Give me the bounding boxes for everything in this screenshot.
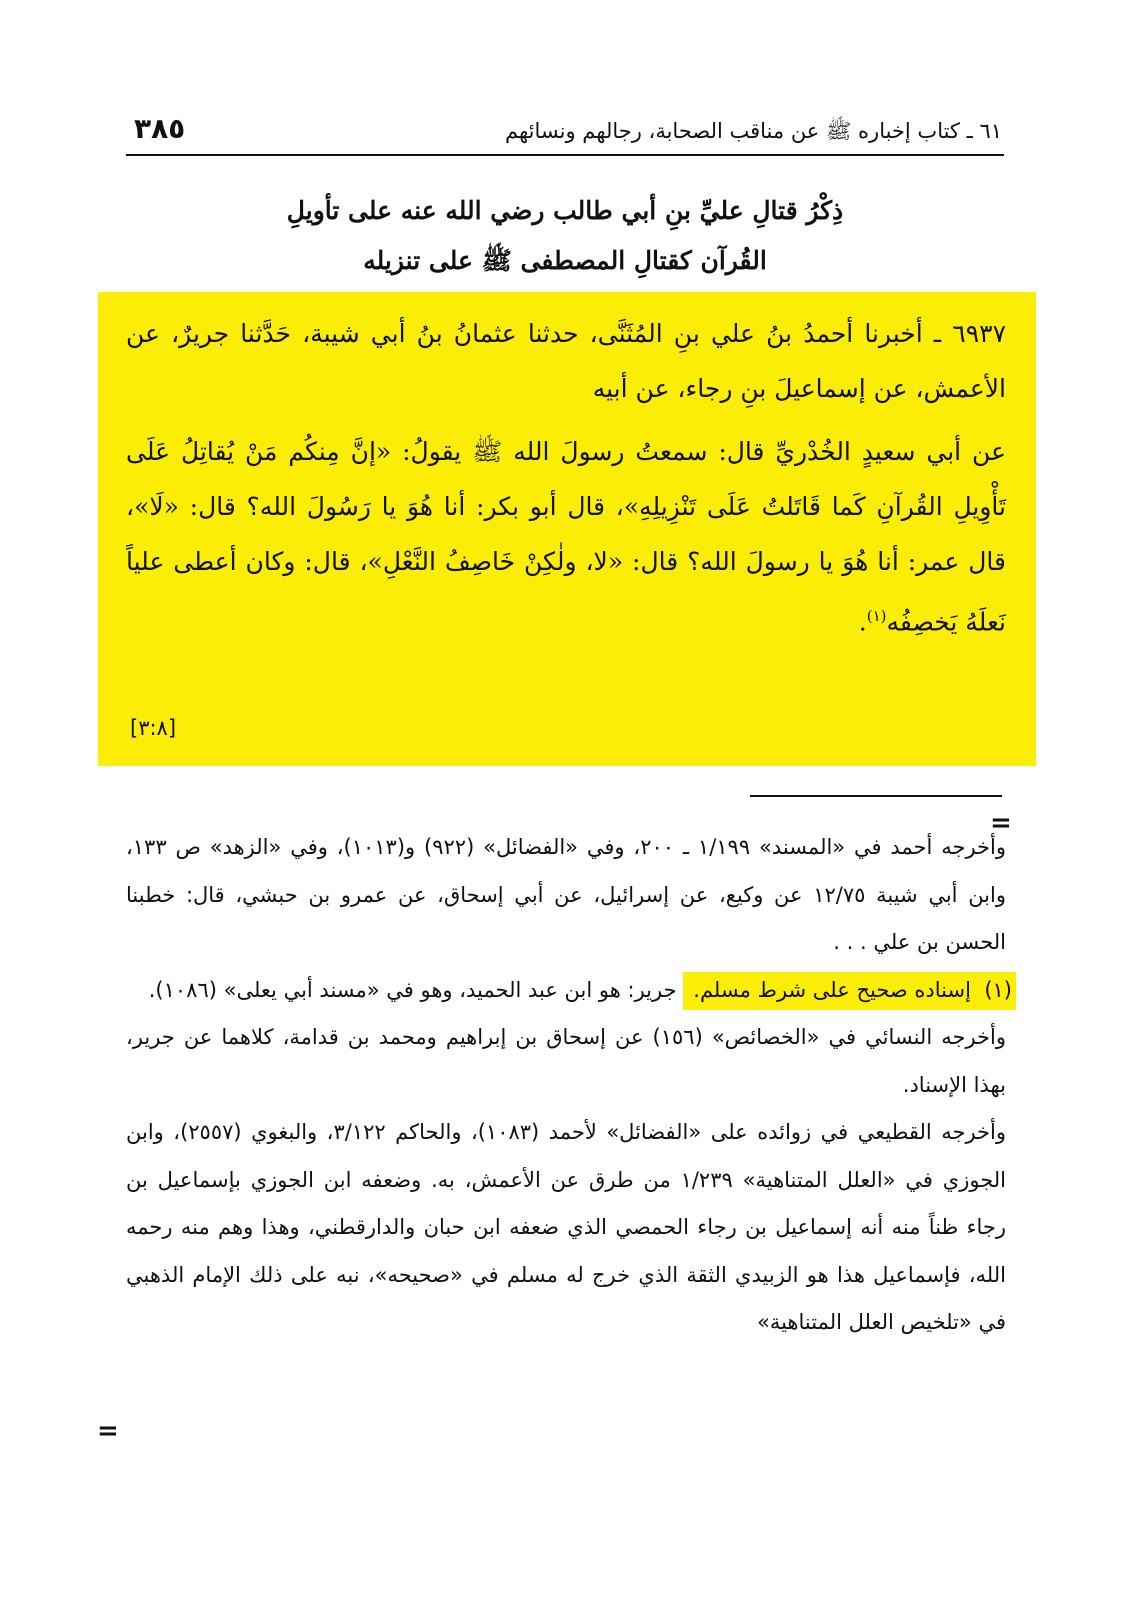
- chapter-heading-line-2: القُرآن كقتالِ المصطفى ﷺ على تنزيله: [363, 246, 767, 275]
- footnote-separator: [750, 795, 1002, 797]
- footnote-continuation: وأخرجه أحمد في «المسند» ١/١٩٩ ـ ٢٠٠، وفي «الفضائل» (٩٢٢) و(١٠١٣)، وفي «الزهد» ص ١٣٣، وابن أبي شيبة ١٢/٧٥ عن وكيع، عن إسرائيل، عن أبي إسحاق، عن عمرو بن حبشي، قال: خطبنا الحسن بن علي . . .: [126, 835, 1007, 954]
- page-number: ٣٨٥: [134, 112, 186, 145]
- footnote-marker: (١): [866, 607, 887, 625]
- continuation-mark-top: =: [990, 808, 1012, 838]
- footnote-1: [126, 967, 1012, 1015]
- hadith-matn-paragraph: [126, 424, 1006, 649]
- chapter-heading: [126, 186, 1004, 286]
- hadith-isnad: ٦٩٣٧ ـ أخبرنا أحمدُ بنُ علي بنِ المُثَنَّى، حدثنا عثمانُ بنُ أبي شيبة، حَدَّثنا جريرٌ، عن الأعمش، عن إسماعيلَ بنِ رجاء، عن أبيه: [126, 319, 1006, 403]
- footnote-1-number: (١): [984, 977, 1012, 1002]
- footnotes: [126, 824, 1012, 1347]
- running-title: ٦١ ـ كتاب إخباره ﷺ عن مناقب الصحابة، رجالهم ونسائهم: [505, 119, 1002, 143]
- continuation-mark-bottom: =: [97, 1416, 119, 1446]
- chapter-heading-line-1: ذِكْرُ قتالِ عليِّ بنِ أبي طالب رضي الله عنه على تأويلِ: [286, 196, 844, 225]
- hadith-end-dot: .: [858, 607, 867, 637]
- footnote-1-text: جرير: هو ابن عبد الحميد، وهو في «مسند أبي يعلى» (١٠٨٦).: [148, 977, 677, 1002]
- footnote-paragraph-2: وأخرجه النسائي في «الخصائص» (١٥٦) عن إسحاق بن إبراهيم ومحمد بن قدامة، كلاهما عن جرير، بهذا الإسناد.: [126, 1025, 1007, 1097]
- footnote-1-highlight: [683, 972, 1016, 1010]
- hadith-reference: [٣:٨]: [130, 716, 177, 740]
- page-header: [126, 108, 1004, 156]
- hadith-text: [126, 306, 1006, 649]
- hadith-matn: عن أبي سعيدٍ الخُدْريِّ قال: سمعتُ رسولَ الله ﷺ يقولُ: «إنَّ مِنكُم مَنْ يُقاتِلُ عَلَى تَأْوِيلِ القُرآنِ كَما قَاتَلتُ عَلَى تَنْزِيلِهِ»، قال أبو بكر: أنا هُوَ يا رَسُولَ الله؟ قال: «لَا»، قال عمر: أنا هُوَ يا رسولَ الله؟ قال: «لا، ولٰكِنْ خَاصِفُ النَّعْلِ»، قال: وكان أعطى علياً نَعلَهُ يَخصِفُه: [126, 437, 1006, 637]
- footnote-1-grading: إسناده صحيح على شرط مسلم.: [693, 977, 971, 1002]
- footnote-paragraph-3: وأخرجه القطيعي في زوائده على «الفضائل» لأحمد (١٠٨٣)، والحاكم ٣/١٢٢، والبغوي (٢٥٥٧)، وابن الجوزي في «العلل المتناهية» ١/٢٣٩ من طرق عن الأعمش، به. وضعفه ابن الجوزي بإسماعيل بن رجاء ظناً منه أنه إسماعيل بن رجاء الحمصي الذي ضعفه ابن حبان والدارقطني، وهذا وهم منه رحمه الله، فإسماعيل هذا هو الزبيدي الثقة الذي خرج له مسلم في «صحيحه»، نبه على ذلك الإمام الذهبي في «تلخيص العلل المتناهية»: [126, 1120, 1007, 1334]
